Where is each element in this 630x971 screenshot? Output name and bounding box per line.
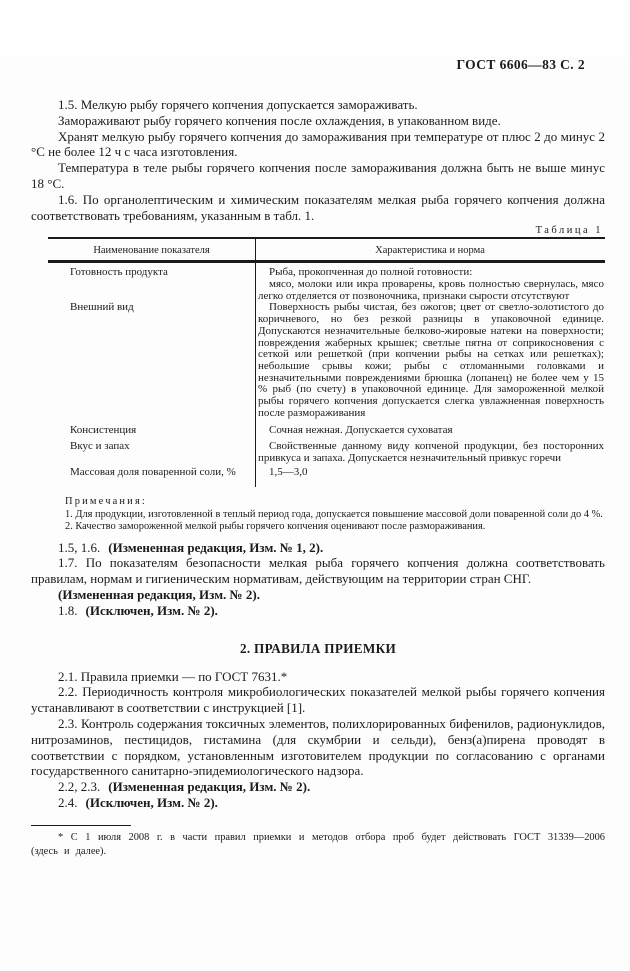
document-page: [0, 57, 630, 860]
row-value-para: 1,5—3,0: [269, 465, 308, 478]
amendment-bold: (Измененная редакция, Изм. № 2).: [58, 586, 260, 602]
clauses-section-2: [31, 669, 605, 811]
row-name: Консистенция: [70, 423, 137, 436]
row-value-para: Свойственные данному виду копченой продукции, без посторонних привкуса и запаха. Допускается незначительный привкус горечи: [258, 440, 604, 464]
clause-1-5-para-2: Замораживают рыбу горячего копчения после охлаждения, в упакованном виде.: [58, 112, 501, 128]
footnote-block: [31, 825, 605, 860]
table-column-divider: [255, 239, 256, 487]
table-notes: [31, 496, 605, 533]
row-name: Готовность продукта: [70, 266, 168, 279]
table-row: [48, 467, 605, 479]
amendment-line: [31, 795, 605, 811]
footnote-rule: [31, 825, 131, 826]
table-header-row: [48, 239, 605, 263]
amendment-bold: (Исключен, Изм. № 2).: [85, 794, 218, 810]
amendment-line: [31, 779, 605, 795]
amendment-line: [31, 603, 605, 619]
clause-1-5: 1.5. Мелкую рыбу горячего копчения допускается замораживать.: [58, 97, 418, 112]
amendment-bold: (Измененная редакция, Изм. № 2).: [108, 779, 311, 795]
amendment-prefix: 2.4.: [58, 794, 78, 810]
row-name: Вкус и запах: [70, 440, 130, 453]
column-header-name: Наименование показателя: [93, 245, 210, 257]
row-value-para: Сочная нежная. Допускается суховатая: [269, 423, 453, 436]
amendment-line: [31, 587, 605, 603]
doc-reference: ГОСТ 6606—83 С. 2: [456, 57, 585, 72]
clauses-section-1: [31, 97, 605, 223]
table-row: [48, 302, 605, 419]
section-2-heading: 2. ПРАВИЛА ПРИЕМКИ: [239, 640, 397, 656]
row-value: [255, 302, 605, 419]
row-value: [255, 425, 605, 437]
table-row: [48, 267, 605, 302]
row-name: Массовая доля поваренной соли, %: [70, 465, 236, 478]
table-caption: Таблица 1: [535, 225, 603, 237]
clause-2-1: 2.1. Правила приемки — по ГОСТ 7631.*: [58, 668, 288, 684]
amendment-bold: (Исключен, Изм. № 2).: [85, 602, 218, 618]
clause-1-7: 1.7. По показателям безопасности мелкая рыба горячего копчения должна соответствовать правилам, нормам и гигиеническим нормативам, действующим на территории стран СНГ.: [31, 555, 605, 587]
clause-1-6: 1.6. По органолептическим и химическим показателям мелкая рыба горячего копчения должна соответствовать требованиям, указанным в табл. 1.: [31, 191, 605, 223]
row-value: [255, 267, 605, 302]
table-row: [48, 425, 605, 437]
footnote-text: * С 1 июля 2008 г. в части правил приемки и методов отбора проб будет действовать ГОСТ 31339—2006 (здесь и далее).: [31, 831, 605, 858]
amendments-section-1: [31, 540, 605, 619]
table-body: [48, 263, 605, 487]
note-item-1: 1. Для продукции, изготовленной в теплый период года, допускается повышение массовой доли поваренной соли до 4 %.: [65, 508, 603, 520]
amendment-prefix: 1.8.: [58, 602, 78, 618]
footnote-text-block: [31, 831, 605, 860]
row-value-para: Поверхность рыбы чистая, без ожогов; цвет от светло-золотистого до коричневого, но без резкой разницы в упаковочной единице. Допускаются незначительные белково-жировые натеки на поверхности; повреждения жаберных крышек; светлые пятна от соприкосновения с сеткой или решеткой (при копчении рыбы на сетках или решетках); небольшие срывы кожи; рыбы с отломанными головками и незначительными повреждениями брюшка (лопанец) не более чем у 15 % рыб (по счету) в упаковочной единице. Для замороженной мелкой рыбы горячего копчения допускается слегка увлажненная поверхность после размораживания: [258, 301, 604, 419]
table-row: [48, 441, 605, 464]
notes-label: Примечания:: [65, 496, 148, 508]
clause-1-5-para-4: Температура в теле рыбы горячего копчения после замораживания должна быть не выше минус 18 °С.: [31, 160, 605, 191]
table-1: [48, 237, 605, 487]
amendment-prefix: 1.5, 1.6.: [58, 539, 101, 555]
column-header-value: Характеристика и норма: [375, 245, 485, 257]
clause-2-2: 2.2. Периодичность контроля микробиологических показателей мелкой рыбы горячего копчения устанавливают в соответствии с инструкцией [1].: [31, 684, 605, 716]
clause-1-5-para-3: Хранят мелкую рыбу горячего копчения до замораживания при температуре от плюс 2 до минус 2 °С не более 12 ч с часа изготовления.: [31, 128, 605, 160]
row-value-para: мясо, молоки или икра проварены, кровь полностью свернулась, мясо легко отделяется от позвоночника, признаки сырости отсутствуют: [258, 278, 604, 302]
row-value-para: Рыба, прокопченная до полной готовности:: [269, 266, 473, 279]
amendment-line: [31, 540, 605, 556]
amendment-bold: (Измененная редакция, Изм. № 1, 2).: [108, 539, 324, 555]
row-value: [255, 441, 605, 464]
row-value: [255, 467, 605, 479]
amendment-prefix: 2.2, 2.3.: [58, 779, 101, 795]
note-item-2: 2. Качество замороженной мелкой рыбы горячего копчения оценивают после размораживания.: [65, 521, 486, 533]
row-name: Внешний вид: [70, 301, 134, 314]
clause-2-3: 2.3. Контроль содержания токсичных элементов, полихлорированных бифенилов, радионуклидов, нитрозаминов, пестицидов, гистамина (для скумбрии и сельди), бенз(а)пирена проводят в соответствии с порядком, установленным изготовителем продукции по согласованию с органами государственного санитарно-эпидемиологического надзора.: [31, 715, 605, 779]
